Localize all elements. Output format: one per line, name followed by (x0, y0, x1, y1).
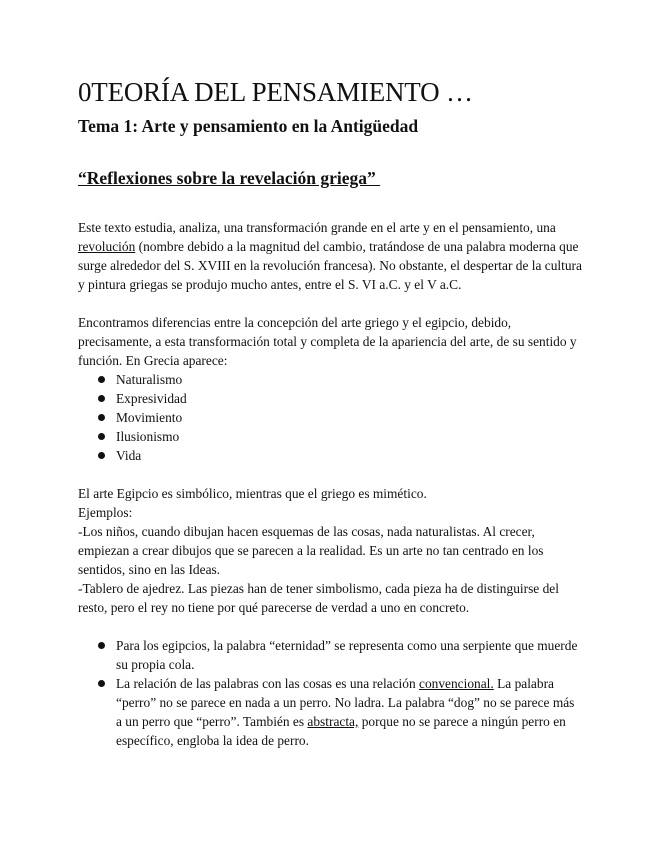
bullet-icon (98, 680, 105, 687)
list-item-label: Ilusionismo (116, 429, 180, 444)
list-item-label: Naturalismo (116, 372, 183, 387)
list-item-text-2: La palabra “perro” no se parece en nada a un perro. No ladra. La palabra “dog” no se parece más a un perro que “perro”. También es (116, 676, 575, 729)
list-item-label: Expresividad (116, 391, 187, 406)
paragraph-example-children: -Los niños, cuando dibujan hacen esquemas de las cosas, nada naturalistas. Al crecer, empiezan a crear dibujos que se parecen a la realidad. Es un arte no tan centrado en los sentidos, sino en las Ideas. (78, 524, 544, 577)
spacer (78, 465, 583, 484)
list-item-text-1: La relación de las palabras con las cosas es una relación (116, 676, 420, 691)
spacer (78, 617, 583, 636)
paragraph-intro-text-1: Este texto estudia, analiza, una transformación grande en el arte y en el pensamiento, una (78, 220, 556, 235)
bullet-icon (98, 395, 105, 402)
list-item (78, 674, 583, 750)
greek-features-list (78, 370, 583, 465)
list-item (78, 370, 583, 389)
list-item-label: Para los egipcios, la palabra “eternidad” se representa como una serpiente que muerde su propia cola. (116, 638, 578, 672)
list-item-label: Vida (116, 448, 142, 463)
paragraph-examples-heading: Ejemplos: (78, 505, 133, 520)
list-item (78, 389, 583, 408)
section-title: “Reflexiones sobre la revelación griega” (78, 168, 381, 188)
list-item (78, 446, 583, 465)
paragraph-intro (78, 218, 583, 294)
abstracta-underlined-term: abstracta, (307, 714, 359, 729)
paragraph-intro-text-2: (nombre debido a la magnitud del cambio, tratándose de una palabra moderna que surge alrededor del S. XVIII en la revolución francesa). No obstante, el despertar de la cultura y pintura griegas se produjo mucho antes, entre el S. VI a.C. y el V a.C. (78, 239, 582, 292)
bullet-icon (98, 642, 105, 649)
list-item-text-3: porque no se parece a ningún perro en específico, engloba la idea de perro. (116, 714, 566, 748)
examples-list (78, 636, 583, 750)
list-item (78, 636, 583, 674)
list-item (78, 408, 583, 427)
bullet-icon (98, 452, 105, 459)
spacer (78, 294, 583, 313)
bullet-icon (98, 433, 105, 440)
bullet-icon (98, 414, 105, 421)
list-item (78, 427, 583, 446)
paragraph-example-chess: -Tablero de ajedrez. Las piezas han de tener simbolismo, cada pieza ha de distinguirse del resto, pero el rey no tiene por qué parecerse de verdad a uno en concreto. (78, 581, 559, 615)
convencional-underlined-term: convencional. (419, 676, 494, 691)
spacer (78, 190, 583, 218)
list-item-label: Movimiento (116, 410, 183, 425)
document-page (78, 74, 583, 750)
paragraph-egyptian-symbolic: El arte Egipcio es simbólico, mientras que el griego es mimético. (78, 486, 427, 501)
bullet-icon (98, 376, 105, 383)
revolucion-underlined-term: revolución (78, 239, 136, 254)
subtitle: Tema 1: Arte y pensamiento en la Antigüedad (78, 116, 419, 136)
page-title: 0TEORÍA DEL PENSAMIENTO … (78, 77, 473, 107)
paragraph-differences: Encontramos diferencias entre la concepción del arte griego y el egipcio, debido, precisamente, a esta transformación total y completa de la apariencia del arte, de su sentido y función. En Grecia aparece: (78, 315, 577, 368)
